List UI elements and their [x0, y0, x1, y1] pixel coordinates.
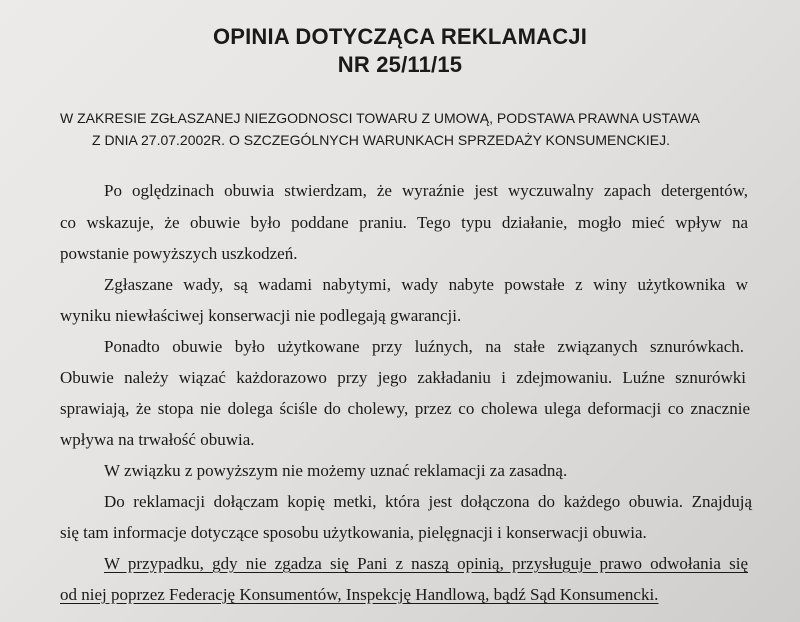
paragraph-3-line-3: sprawiają, że stopa nie dolega ściśle do cholewy, przez co cholewa ulega deformacji co znacznie — [60, 399, 750, 418]
paragraph-1-line-1: Po oględzinach obuwia stwierdzam, że wyraźnie jest wyczuwalny zapach detergentów, — [104, 181, 748, 200]
paragraph-1-line-3: powstanie powyższych uszkodzeń. — [60, 244, 298, 263]
paragraph-2-line-1: Zgłaszane wady, są wadami nabytymi, wady nabyte powstałe z winy użytkownika w — [104, 275, 748, 294]
appeal-notice-line-1: W przypadku, gdy nie zgadza się Pani z naszą opinią, przysługuje prawo odwołania się — [104, 554, 748, 573]
document-title: OPINIA DOTYCZĄCA REKLAMACJI — [212, 24, 588, 49]
paragraph-5-line-2: się tam informacje dotyczące sposobu użytkowania, pielęgnacji i konserwacji obuwia. — [60, 523, 647, 542]
document-number: NR 25/11/15 — [337, 52, 463, 77]
paragraph-1-line-2: co wskazuje, że obuwie było poddane praniu. Tego typu działanie, mogło mieć wpływ na — [60, 213, 748, 232]
paragraph-3-line-1: Ponadto obuwie było użytkowane przy luźnych, na stałe związanych sznurówkach. — [104, 337, 744, 356]
paragraph-3-line-2: Obuwie należy wiązać każdorazowo przy jego zakładaniu i zdejmowaniu. Luźne sznurówki — [60, 368, 746, 387]
legal-basis-line-1: W ZAKRESIE ZGŁASZANEJ NIEZGODNOSCI TOWARU Z UMOWĄ, PODSTAWA PRAWNA USTAWA — [60, 110, 700, 126]
paragraph-3-line-4: wpływa na trwałość obuwia. — [60, 430, 255, 449]
paragraph-4-line-1: W związku z powyższym nie możemy uznać reklamacji za zasadną. — [104, 461, 568, 480]
paragraph-2-line-2: wyniku niewłaściwej konserwacji nie podlegają gwarancji. — [60, 306, 462, 325]
paragraph-5-line-1: Do reklamacji dołączam kopię metki, która jest dołączona do każdego obuwia. Znajdują — [104, 492, 752, 511]
legal-basis-line-2: Z DNIA 27.07.2002R. O SZCZEGÓLNYCH WARUNKACH SPRZEDAŻY KONSUMENCKIEJ. — [92, 132, 671, 148]
appeal-notice-line-2: od niej poprzez Federację Konsumentów, Inspekcję Handlową, bądź Sąd Konsumencki. — [60, 585, 659, 604]
